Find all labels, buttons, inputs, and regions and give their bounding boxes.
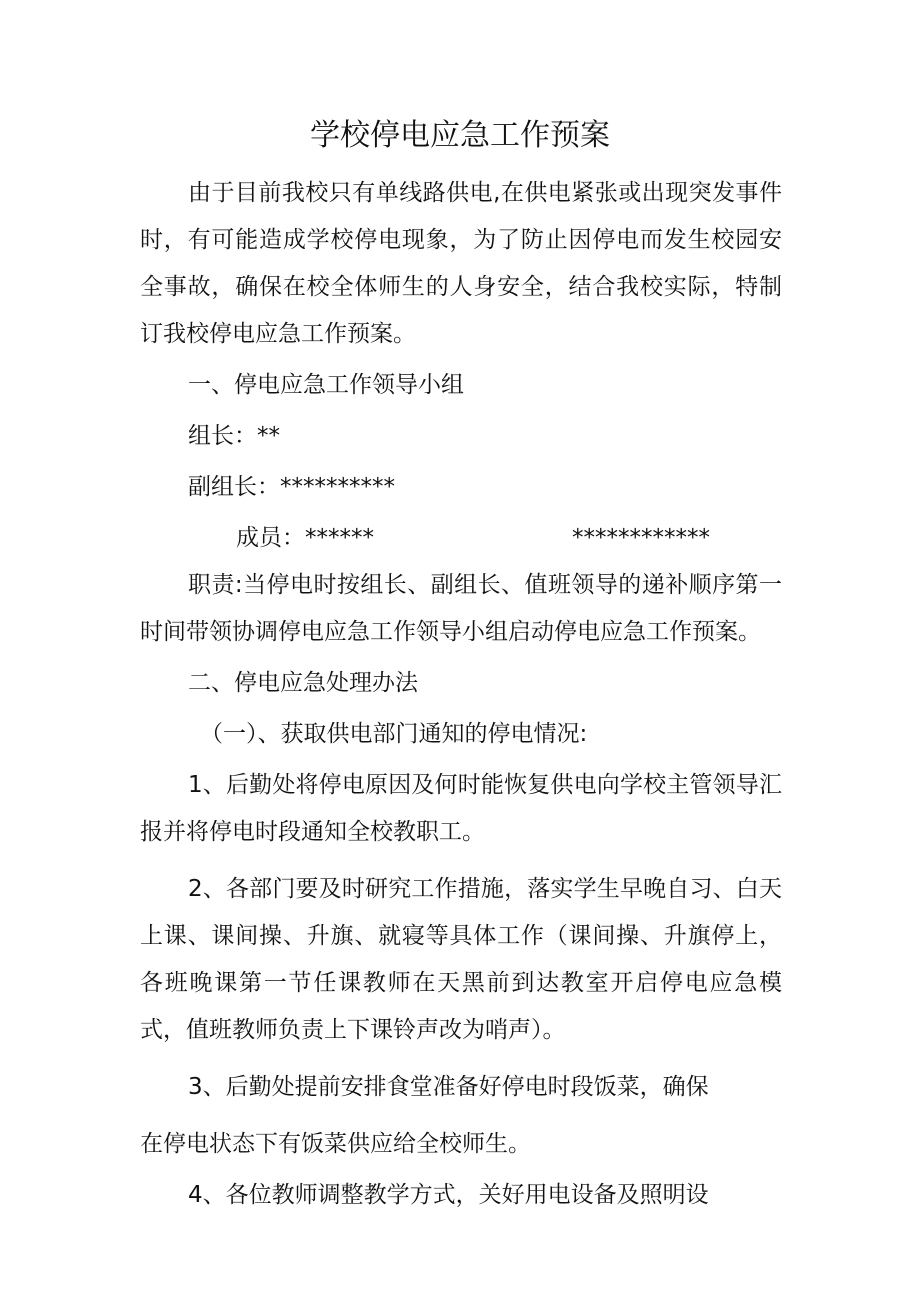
members-more: ************: [572, 525, 710, 551]
section2-subheading: （一）、获取供电部门通知的停电情况:: [200, 721, 588, 747]
item-1: 1、后勤处将停电原因及何时能恢复供电向学校主管领导汇报并将停电时段通知全校教职工。: [140, 772, 782, 845]
vice-leader-line: 副组长：**********: [188, 474, 395, 500]
members-line: [140, 515, 782, 562]
item-2: 2、各部门要及时研究工作措施，落实学生早晚自习、白天上课、课间操、升旗、就寝等具体工作（课间操、升旗停上，各班晚课第一节任课教师在天黑前到达教室开启停电应急模式，值班教师负责上下课铃声改为哨声）。: [140, 876, 782, 1043]
document-body: [140, 170, 782, 1219]
section2-heading: 二、停电应急处理办法: [188, 670, 418, 696]
item-3-line-1: 3、后勤处提前安排食堂准备好停电时段饭菜，确保: [188, 1074, 709, 1100]
section1-heading: 一、停电应急工作领导小组: [188, 372, 464, 398]
document-title: 学校停电应急工作预案: [310, 118, 610, 153]
leader-line: 组长：**: [188, 423, 280, 449]
members-label: 成员：******: [236, 525, 374, 551]
item-4: 4、各位教师调整教学方式，关好用电设备及照明设: [188, 1182, 709, 1208]
duty-paragraph: 职责:当停电时按组长、副组长、值班领导的递补顺序第一时间带领协调停电应急工作领导小组启动停电应急工作预案。: [140, 572, 782, 645]
intro-paragraph: 由于目前我校只有单线路供电,在供电紧张或出现突发事件时，有可能造成学校停电现象，为了防止因停电而发生校园安全事故，确保在校全体师生的人身安全，结合我校实际，特制订我校停电应急工作预案。: [140, 180, 782, 347]
item-3-line-2: 在停电状态下有饭菜供应给全校师生。: [140, 1131, 531, 1157]
